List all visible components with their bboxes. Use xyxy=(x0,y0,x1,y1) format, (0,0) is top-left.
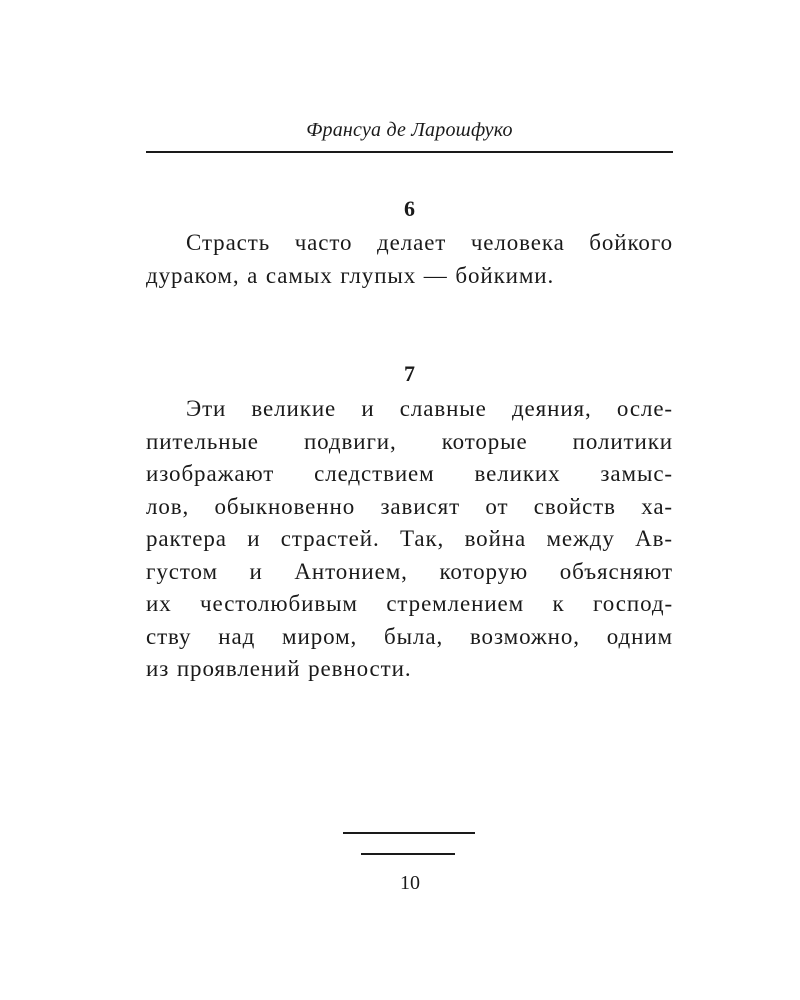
text-line: лов, обыкновенно зависят от свойств ха- xyxy=(146,493,673,519)
text-line: рактера и страстей. Так, война между Ав- xyxy=(146,526,673,551)
text-line: изображают следствием великих замыс- xyxy=(146,461,673,486)
header-rule xyxy=(146,151,673,153)
maxim-text xyxy=(146,227,673,292)
text-line: пительные подвиги, которые политики xyxy=(146,428,673,454)
text-line: Эти великие и славные деяния, осле- xyxy=(186,396,673,421)
maxim-number: 6 xyxy=(404,196,415,221)
maxim-text xyxy=(146,393,673,686)
page-number: 10 xyxy=(400,872,420,894)
text-line: дураком, а самых глупых — бойкими. xyxy=(146,262,555,288)
text-line: из проявлений ревности. xyxy=(146,656,412,681)
text-line: густом и Антонием, которую объясняют xyxy=(146,558,673,584)
text-line: Страсть часто делает человека бойкого xyxy=(186,230,673,255)
running-head-author: Франсуа де Ларошфуко xyxy=(306,119,513,141)
maxim-number: 7 xyxy=(404,361,415,386)
footer-rule-upper xyxy=(343,832,475,834)
footer-rule-lower xyxy=(361,853,455,855)
text-line: ству над миром, была, возможно, одним xyxy=(146,623,673,649)
text-line: их честолюбивым стремлением к господ- xyxy=(146,591,673,616)
